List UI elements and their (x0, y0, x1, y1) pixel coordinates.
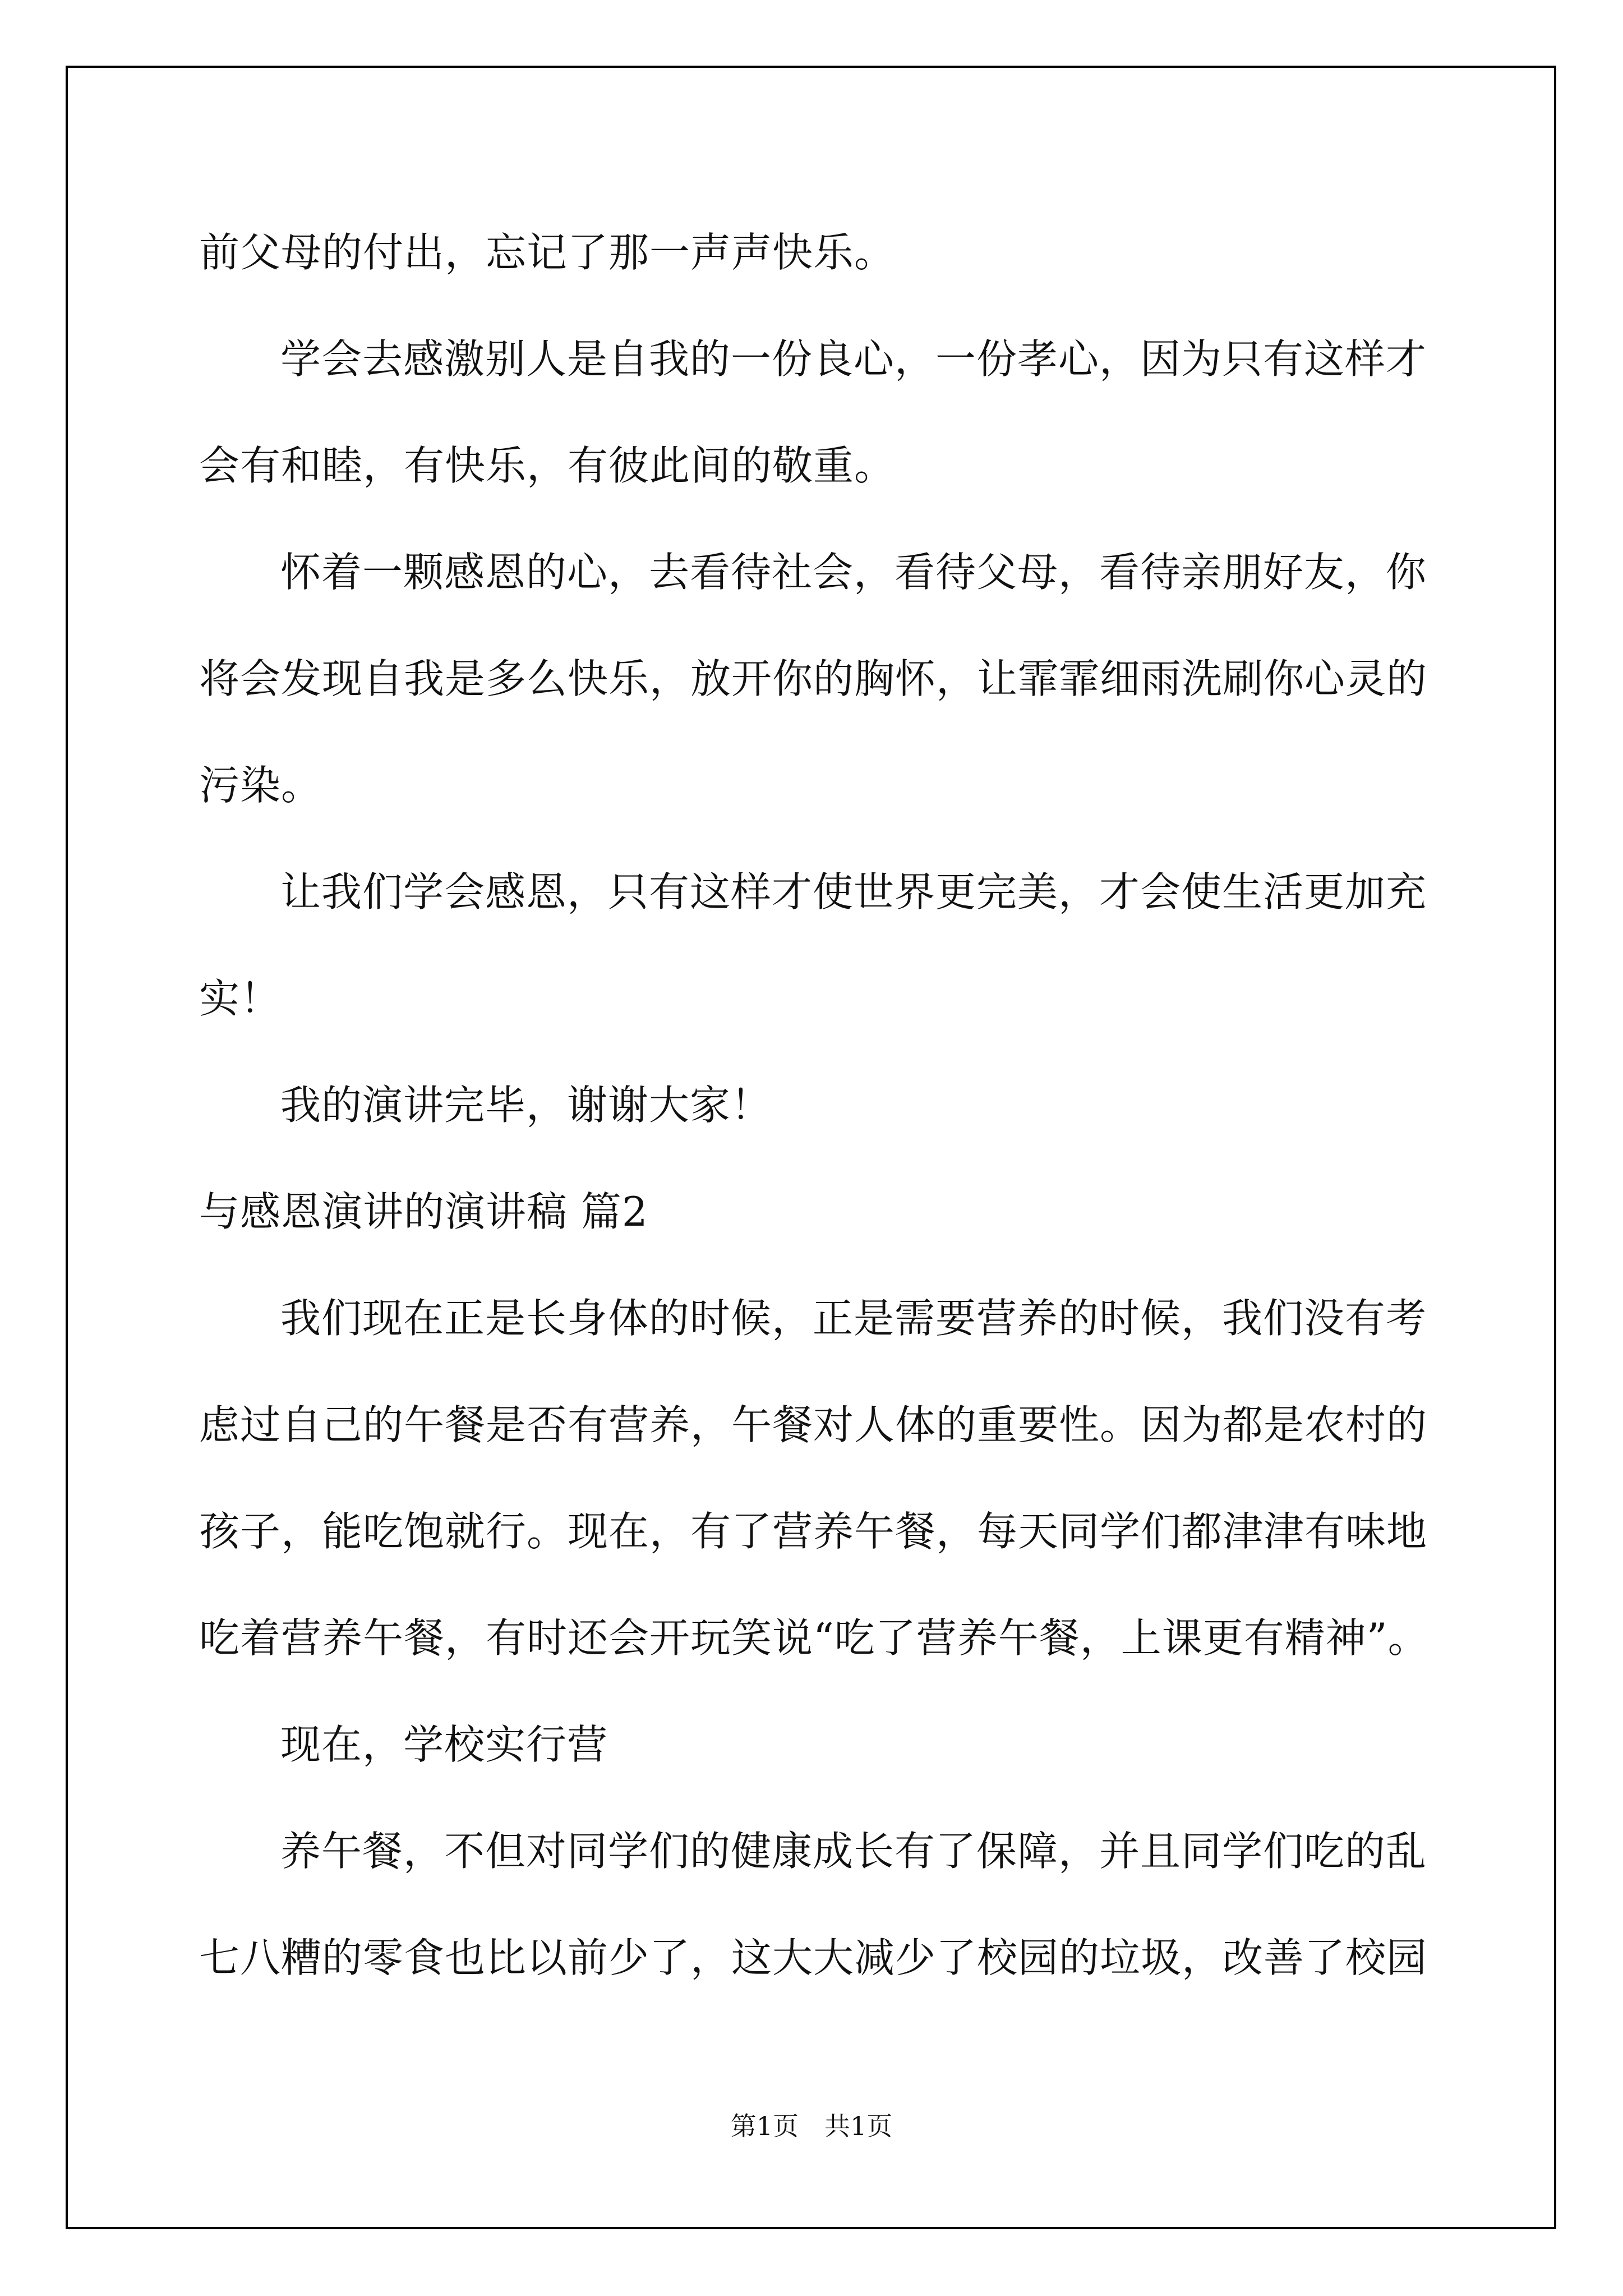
text-line: 养午餐，不但对同学们的健康成长有了保障，并且同学们吃的乱 (280, 1828, 1427, 1875)
text-line: 实！ (199, 975, 282, 1022)
text-line: 污染。 (199, 762, 322, 809)
section-heading: 与感恩演讲的演讲稿 篇2 (199, 1188, 648, 1235)
text-line: 我们现在正是长身体的时候，正是需要营养的时候，我们没有考 (280, 1295, 1427, 1342)
text-line: 让我们学会感恩，只有这样才使世界更完美，才会使生活更加充 (280, 868, 1427, 915)
page-footer: 第1页 共1页 (730, 2111, 893, 2141)
text-line: 虑过自己的午餐是否有营养，午餐对人体的重要性。因为都是农村的 (199, 1401, 1428, 1448)
text-line: 将会发现自我是多么快乐，放开你的胸怀，让霏霏细雨洗刷你心灵的 (199, 655, 1428, 702)
text-line: 前父母的付出，忘记了那一声声快乐。 (199, 229, 896, 276)
text-line: 现在，学校实行营 (280, 1721, 608, 1768)
text-line: 会有和睦，有快乐，有彼此间的敬重。 (199, 442, 896, 489)
text-line: 孩子，能吃饱就行。现在，有了营养午餐，每天同学们都津津有味地 (199, 1508, 1428, 1555)
text-line: 怀着一颗感恩的心，去看待社会，看待父母，看待亲朋好友，你 (280, 549, 1427, 596)
text-line: 吃着营养午餐，有时还会开玩笑说“吃了营养午餐，上课更有精神”。 (199, 1614, 1429, 1662)
text-line: 七八糟的零食也比以前少了，这大大减少了校园的垃圾，改善了校园 (199, 1934, 1428, 1981)
text-line: 我的演讲完毕，谢谢大家！ (280, 1082, 772, 1129)
text-line: 学会去感激别人是自我的一份良心，一份孝心，因为只有这样才 (280, 335, 1427, 383)
page-border (66, 66, 1556, 2229)
